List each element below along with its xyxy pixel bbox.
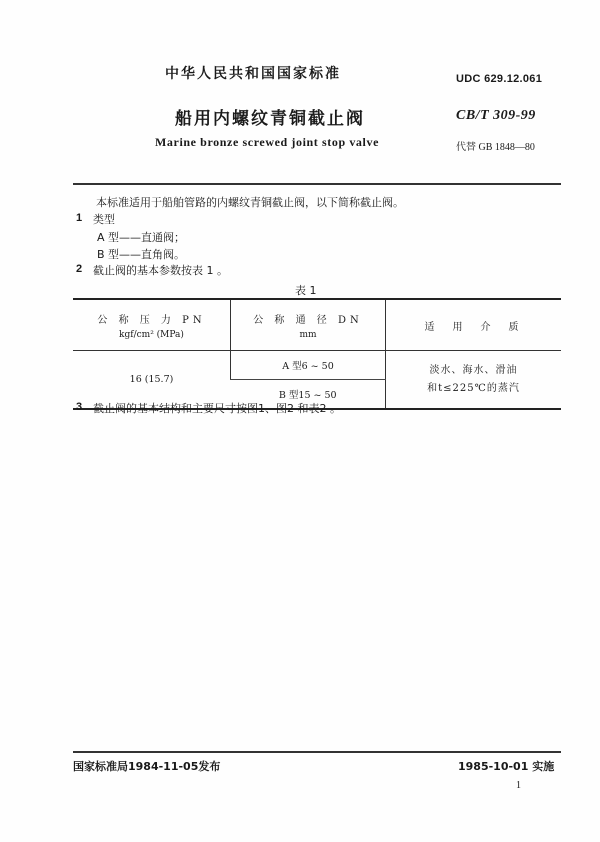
section-3-number: 3 [76, 401, 83, 413]
intro-paragraph: 本标准适用于船舶管路的内螺纹青铜截止阀，以下简称截止阀。 [96, 196, 404, 209]
effective-date: 1985-10-01 实施 [458, 760, 555, 773]
page-number: 1 [516, 780, 521, 791]
title-english: Marine bronze screwed joint stop valve [155, 135, 379, 149]
cell-medium: 淡水、海水、滑油 和t≤225℃的蒸汽 [386, 351, 562, 410]
table-caption: 表 1 [295, 284, 317, 297]
parameters-table [73, 298, 561, 410]
title-chinese: 船用内螺纹青铜截止阀 [175, 109, 365, 129]
cell-pressure: 16 (15.7) [129, 374, 174, 385]
header-divider [73, 183, 561, 185]
table-header-row [73, 299, 561, 351]
header-medium: 适 用 介 质 [386, 299, 562, 351]
header-diameter: 公 称 通 径 DN mm [231, 299, 386, 351]
header-pressure: 公 称 压 力 PN kgf/cm² (MPa) [97, 314, 206, 340]
standard-name: 中华人民共和国国家标准 [165, 66, 341, 82]
section-1-item-a: A 型——直通阀； [97, 231, 186, 244]
section-3-text: 截止阀的基本结构和主要尺寸按图1、图2 和表2 。 [93, 402, 341, 415]
udc-number: UDC 629.12.061 [456, 73, 543, 85]
replaces-note: 代替 GB 1848—80 [456, 142, 535, 153]
section-1-item-b: B 型——直角阀。 [97, 248, 186, 261]
section-2-text: 截止阀的基本参数按表 1 。 [93, 264, 228, 277]
footer-divider [73, 751, 561, 753]
table-row [73, 351, 561, 380]
issued-date: 国家标准局1984-11-05发布 [73, 760, 221, 773]
cell-diameter-a: A 型6 ~ 50 [231, 351, 386, 380]
cell-diameter-b: B 型15 ~ 50 [278, 390, 337, 401]
standard-code: CB/T 309-99 [456, 108, 536, 123]
section-1-number: 1 [76, 212, 83, 224]
section-1-title: 类型 [93, 213, 115, 226]
section-2-number: 2 [76, 263, 83, 275]
